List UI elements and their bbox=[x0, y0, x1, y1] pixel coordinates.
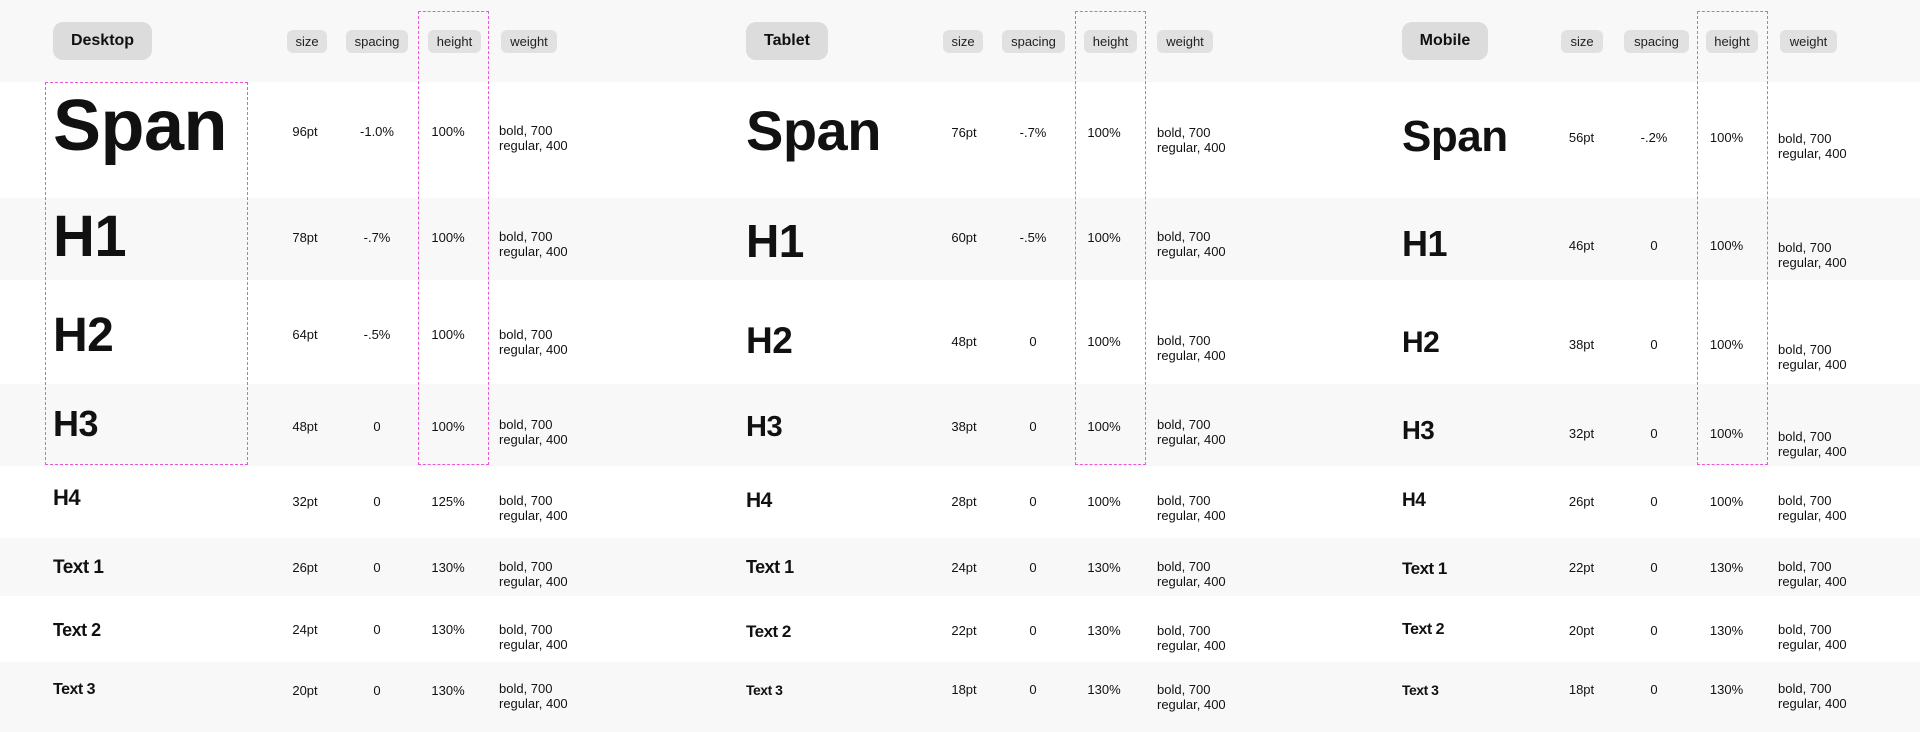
desktop-spacing-value: -.7% bbox=[363, 230, 391, 245]
mobile-height-value: 130% bbox=[1709, 682, 1744, 697]
tablet-height-value: 130% bbox=[1087, 623, 1121, 638]
weight-bold: bold, 700 bbox=[1778, 131, 1832, 146]
desktop-spacing-value: 0 bbox=[373, 494, 381, 509]
weight-regular: regular, 400 bbox=[1157, 574, 1226, 589]
tablet-spacing-value: 0 bbox=[1029, 560, 1037, 575]
tablet-height-value: 100% bbox=[1087, 125, 1121, 140]
mobile-spacing-value: 0 bbox=[1650, 426, 1658, 441]
tablet-weight-value bbox=[1157, 125, 1226, 155]
desktop-size-value: 26pt bbox=[292, 560, 318, 575]
desktop-device-tab[interactable]: Desktop bbox=[53, 22, 152, 60]
mobile-weight-value bbox=[1778, 131, 1847, 161]
mobile-column-header-spacing: spacing bbox=[1624, 30, 1689, 53]
tablet-style-name: H2 bbox=[746, 319, 793, 361]
desktop-weight-value bbox=[499, 559, 568, 589]
mobile-weight-value bbox=[1778, 342, 1847, 372]
weight-regular: regular, 400 bbox=[1778, 357, 1847, 372]
tablet-weight-value bbox=[1157, 417, 1226, 447]
mobile-size-value: 26pt bbox=[1568, 494, 1595, 509]
tablet-spacing-value: -.7% bbox=[1019, 125, 1047, 140]
mobile-style-name: H1 bbox=[1402, 223, 1448, 264]
mobile-style-name: Text 2 bbox=[1402, 621, 1445, 638]
weight-regular: regular, 400 bbox=[1778, 146, 1847, 161]
weight-bold: bold, 700 bbox=[1778, 429, 1832, 444]
mobile-weight-value bbox=[1778, 240, 1847, 270]
mobile-height-value: 100% bbox=[1709, 337, 1744, 352]
tablet-height-value: 130% bbox=[1087, 560, 1121, 575]
tablet-spacing-value: 0 bbox=[1029, 682, 1037, 697]
tablet-column-header-spacing: spacing bbox=[1002, 30, 1065, 53]
weight-regular: regular, 400 bbox=[499, 696, 568, 711]
desktop-height-value: 130% bbox=[431, 622, 465, 637]
weight-bold: bold, 700 bbox=[499, 417, 553, 432]
tablet-weight-value bbox=[1157, 682, 1226, 712]
tablet-column-header-height: height bbox=[1084, 30, 1137, 53]
tablet-weight-value bbox=[1157, 493, 1226, 523]
tablet-spacing-value: 0 bbox=[1029, 419, 1037, 434]
desktop-spacing-value: -1.0% bbox=[360, 124, 394, 139]
weight-bold: bold, 700 bbox=[1157, 559, 1211, 574]
mobile-device-tab[interactable]: Mobile bbox=[1402, 22, 1488, 60]
weight-bold: bold, 700 bbox=[1157, 493, 1211, 508]
desktop-spacing-value: 0 bbox=[373, 622, 381, 637]
weight-regular: regular, 400 bbox=[499, 432, 568, 447]
tablet-size-value: 24pt bbox=[951, 560, 977, 575]
mobile-size-value: 32pt bbox=[1568, 426, 1595, 441]
weight-bold: bold, 700 bbox=[1778, 559, 1832, 574]
tablet-style-name: H3 bbox=[746, 410, 783, 443]
tablet-style-name: Text 1 bbox=[746, 557, 794, 577]
weight-regular: regular, 400 bbox=[499, 574, 568, 589]
mobile-weight-value bbox=[1778, 493, 1847, 523]
mobile-height-value: 100% bbox=[1709, 494, 1744, 509]
mobile-spacing-value: 0 bbox=[1650, 623, 1658, 638]
desktop-weight-value bbox=[499, 681, 568, 711]
desktop-spacing-value: 0 bbox=[373, 560, 381, 575]
tablet-height-value: 100% bbox=[1087, 494, 1121, 509]
weight-bold: bold, 700 bbox=[1778, 681, 1832, 696]
tablet-size-value: 18pt bbox=[951, 682, 977, 697]
weight-bold: bold, 700 bbox=[499, 123, 553, 138]
weight-bold: bold, 700 bbox=[1778, 622, 1832, 637]
weight-bold: bold, 700 bbox=[499, 327, 553, 342]
tablet-column-header-weight: weight bbox=[1157, 30, 1213, 53]
desktop-height-value: 125% bbox=[431, 494, 465, 509]
weight-regular: regular, 400 bbox=[1778, 574, 1847, 589]
weight-bold: bold, 700 bbox=[1778, 342, 1832, 357]
tablet-column-header-size: size bbox=[943, 30, 983, 53]
weight-regular: regular, 400 bbox=[1157, 140, 1226, 155]
desktop-style-name: Span bbox=[53, 86, 228, 166]
desktop-size-value: 78pt bbox=[292, 230, 318, 245]
tablet-height-value: 130% bbox=[1087, 682, 1121, 697]
mobile-size-value: 38pt bbox=[1568, 337, 1595, 352]
weight-regular: regular, 400 bbox=[1778, 444, 1847, 459]
weight-regular: regular, 400 bbox=[1778, 696, 1847, 711]
mobile-size-value: 18pt bbox=[1568, 682, 1595, 697]
weight-regular: regular, 400 bbox=[499, 342, 568, 357]
weight-bold: bold, 700 bbox=[499, 559, 553, 574]
tablet-size-value: 22pt bbox=[951, 623, 977, 638]
desktop-height-value: 130% bbox=[431, 683, 465, 698]
weight-regular: regular, 400 bbox=[499, 138, 568, 153]
mobile-column-header-weight: weight bbox=[1780, 30, 1837, 53]
tablet-style-name: Text 2 bbox=[746, 621, 791, 641]
weight-bold: bold, 700 bbox=[499, 681, 553, 696]
mobile-style-name: Text 3 bbox=[1402, 682, 1439, 698]
mobile-style-name: H3 bbox=[1402, 415, 1435, 445]
desktop-height-value: 100% bbox=[431, 419, 465, 434]
weight-bold: bold, 700 bbox=[1157, 623, 1211, 638]
desktop-weight-value bbox=[499, 229, 568, 259]
tablet-style-name: H1 bbox=[746, 215, 804, 267]
desktop-column-header-height: height bbox=[428, 30, 481, 53]
desktop-spacing-value: 0 bbox=[373, 683, 381, 698]
mobile-style-name: H2 bbox=[1402, 326, 1440, 359]
tablet-size-value: 28pt bbox=[951, 494, 977, 509]
weight-regular: regular, 400 bbox=[1157, 638, 1226, 653]
weight-regular: regular, 400 bbox=[1157, 348, 1226, 363]
desktop-style-name: Text 2 bbox=[53, 620, 101, 640]
tablet-weight-value bbox=[1157, 559, 1226, 589]
weight-bold: bold, 700 bbox=[1157, 229, 1211, 244]
desktop-size-value: 48pt bbox=[292, 419, 318, 434]
desktop-style-name: H1 bbox=[53, 204, 127, 269]
desktop-weight-value bbox=[499, 622, 568, 652]
weight-regular: regular, 400 bbox=[1157, 697, 1226, 712]
mobile-size-value: 46pt bbox=[1568, 238, 1595, 253]
mobile-spacing-value: 0 bbox=[1650, 337, 1658, 352]
tablet-weight-value bbox=[1157, 333, 1226, 363]
mobile-height-value: 130% bbox=[1709, 623, 1744, 638]
desktop-height-value: 100% bbox=[431, 327, 465, 342]
mobile-weight-value bbox=[1778, 429, 1847, 459]
mobile-height-value: 100% bbox=[1709, 426, 1744, 441]
tablet-size-value: 60pt bbox=[951, 230, 977, 245]
mobile-spacing-value: 0 bbox=[1650, 238, 1658, 253]
desktop-weight-value bbox=[499, 417, 568, 447]
weight-regular: regular, 400 bbox=[1157, 508, 1226, 523]
mobile-spacing-value: 0 bbox=[1650, 682, 1658, 697]
tablet-weight-value bbox=[1157, 623, 1226, 653]
weight-regular: regular, 400 bbox=[499, 637, 568, 652]
desktop-weight-value bbox=[499, 493, 568, 523]
desktop-spacing-value: -.5% bbox=[363, 327, 391, 342]
weight-bold: bold, 700 bbox=[1778, 240, 1832, 255]
weight-bold: bold, 700 bbox=[1778, 493, 1832, 508]
desktop-column-header-size: size bbox=[287, 30, 327, 53]
tablet-device-tab[interactable]: Tablet bbox=[746, 22, 828, 60]
desktop-weight-value bbox=[499, 327, 568, 357]
weight-regular: regular, 400 bbox=[1778, 255, 1847, 270]
tablet-spacing-value: 0 bbox=[1029, 623, 1037, 638]
mobile-spacing-value: 0 bbox=[1650, 494, 1658, 509]
weight-regular: regular, 400 bbox=[1157, 432, 1226, 447]
mobile-height-value: 100% bbox=[1709, 130, 1744, 145]
tablet-size-value: 48pt bbox=[951, 334, 977, 349]
tablet-style-name: H4 bbox=[746, 488, 772, 512]
desktop-height-value: 130% bbox=[431, 560, 465, 575]
mobile-style-name: H4 bbox=[1402, 489, 1426, 511]
weight-bold: bold, 700 bbox=[1157, 417, 1211, 432]
mobile-size-value: 22pt bbox=[1568, 560, 1595, 575]
weight-regular: regular, 400 bbox=[1157, 244, 1226, 259]
mobile-weight-value bbox=[1778, 681, 1847, 711]
mobile-column-header-size: size bbox=[1561, 30, 1603, 53]
tablet-height-value: 100% bbox=[1087, 230, 1121, 245]
mobile-spacing-value: 0 bbox=[1650, 560, 1658, 575]
desktop-style-name: H2 bbox=[53, 309, 114, 362]
tablet-size-value: 76pt bbox=[951, 125, 977, 140]
weight-regular: regular, 400 bbox=[1778, 637, 1847, 652]
mobile-style-name: Span bbox=[1402, 112, 1508, 161]
mobile-column-header-height: height bbox=[1706, 30, 1758, 53]
desktop-size-value: 24pt bbox=[292, 622, 318, 637]
mobile-height-value: 130% bbox=[1709, 560, 1744, 575]
weight-bold: bold, 700 bbox=[499, 493, 553, 508]
desktop-style-name: H4 bbox=[53, 485, 81, 510]
desktop-size-value: 20pt bbox=[292, 683, 318, 698]
tablet-weight-value bbox=[1157, 229, 1226, 259]
mobile-size-value: 56pt bbox=[1568, 130, 1595, 145]
weight-bold: bold, 700 bbox=[1157, 682, 1211, 697]
tablet-style-name: Text 3 bbox=[746, 682, 783, 698]
desktop-height-value: 100% bbox=[431, 230, 465, 245]
weight-bold: bold, 700 bbox=[499, 622, 553, 637]
mobile-size-value: 20pt bbox=[1568, 623, 1595, 638]
tablet-size-value: 38pt bbox=[951, 419, 977, 434]
desktop-height-value: 100% bbox=[431, 124, 465, 139]
tablet-height-value: 100% bbox=[1087, 334, 1121, 349]
desktop-style-name: Text 3 bbox=[53, 681, 96, 698]
mobile-style-name: Text 1 bbox=[1402, 558, 1447, 578]
tablet-style-name: Span bbox=[746, 99, 881, 162]
desktop-size-value: 32pt bbox=[292, 494, 318, 509]
weight-regular: regular, 400 bbox=[1778, 508, 1847, 523]
desktop-size-value: 96pt bbox=[292, 124, 318, 139]
mobile-spacing-value: -.2% bbox=[1640, 130, 1668, 145]
weight-bold: bold, 700 bbox=[1157, 333, 1211, 348]
tablet-spacing-value: 0 bbox=[1029, 334, 1037, 349]
tablet-spacing-value: 0 bbox=[1029, 494, 1037, 509]
weight-regular: regular, 400 bbox=[499, 244, 568, 259]
desktop-style-name: Text 1 bbox=[53, 556, 104, 578]
desktop-weight-value bbox=[499, 123, 568, 153]
desktop-column-header-spacing: spacing bbox=[346, 30, 408, 53]
mobile-weight-value bbox=[1778, 559, 1847, 589]
weight-bold: bold, 700 bbox=[1157, 125, 1211, 140]
tablet-height-value: 100% bbox=[1087, 419, 1121, 434]
mobile-height-value: 100% bbox=[1709, 238, 1744, 253]
desktop-size-value: 64pt bbox=[292, 327, 318, 342]
weight-regular: regular, 400 bbox=[499, 508, 568, 523]
desktop-spacing-value: 0 bbox=[373, 419, 381, 434]
mobile-weight-value bbox=[1778, 622, 1847, 652]
tablet-spacing-value: -.5% bbox=[1019, 230, 1047, 245]
weight-bold: bold, 700 bbox=[499, 229, 553, 244]
desktop-column-header-weight: weight bbox=[501, 30, 557, 53]
desktop-style-name: H3 bbox=[53, 403, 99, 444]
